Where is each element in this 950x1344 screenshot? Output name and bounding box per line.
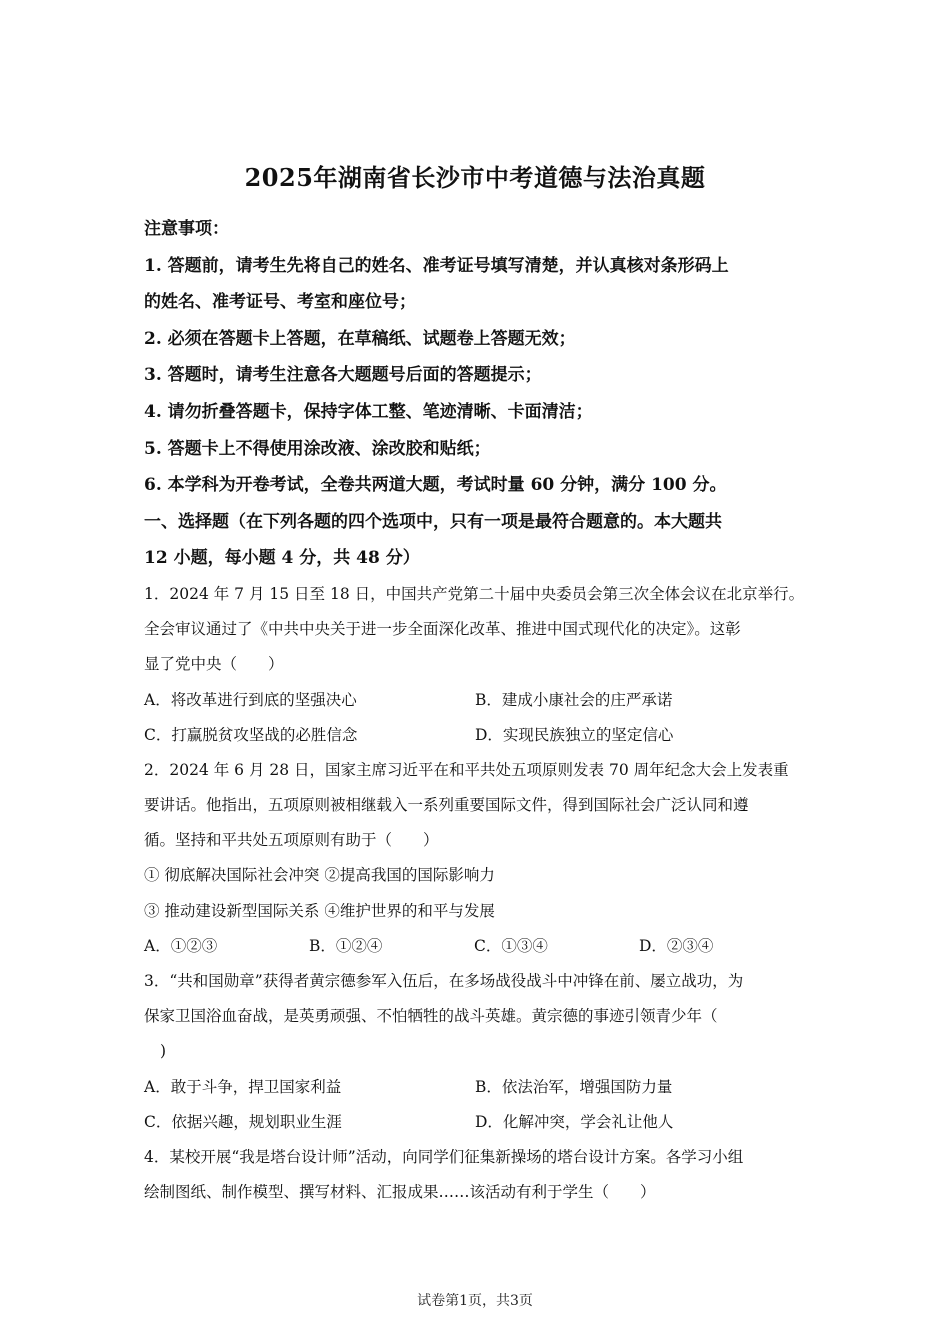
question-text: 绘制图纸、制作模型、撰写材料、汇报成果……该活动有利于学生（ ） [144,1183,656,1202]
page-title: 2025年湖南省长沙市中考道德与法治真题 [244,163,706,192]
notice-line: 5. 答题卡上不得使用涂改液、涂改胶和贴纸； [144,438,491,459]
question-4 [144,1140,824,1210]
option-a: A．将改革进行到底的坚强决心 [144,690,357,709]
page-footer: 试卷第1页，共3页 [417,1293,533,1309]
notice-line: 4. 请勿折叠答题卡，保持字体工整、笔迹清晰、卡面清洁； [144,401,593,422]
notice-line: 1. 答题前，请考生先将自己的姓名、准考证号填写清楚，并认真核对条形码上 [144,255,729,276]
question-text: 4．某校开展“我是塔台设计师”活动，向同学们征集新操场的塔台设计方案。各学习小组 [144,1147,744,1166]
option-d: D．②③④ [639,936,714,955]
option-a: A．敢于斗争，捍卫国家利益 [144,1077,342,1096]
question-text: 2．2024 年 6 月 28 日，国家主席习近平在和平共处五项原则发表 70 周年纪念大会上发表重 [144,760,789,779]
statement-items: ③ 推动建设新型国际关系 ④维护世界的和平与发展 [144,901,495,920]
question-text: 3．“共和国勋章”获得者黄宗德参军入伍后，在多场战役战斗中冲锋在前、屡立战功，为 [144,972,744,990]
question-text: 全会审议通过了《中共中央关于进一步全面深化改革、推进中国式现代化的决定》。这彰 [144,620,741,639]
option-c: C．①③④ [474,936,548,955]
option-c: C．打赢脱贫攻坚战的必胜信念 [144,725,358,744]
option-c: C．依据兴趣，规划职业生涯 [144,1112,342,1131]
notice-heading: 注意事项： [144,219,229,239]
question-text: 显了党中央（ ） [144,655,284,674]
section-line: 一、选择题（在下列各题的四个选项中，只有一项是最符合题意的。本大题共 [144,511,722,532]
notice-block [144,211,824,504]
section-heading [144,504,824,577]
exam-content [144,211,824,1210]
option-row [144,1105,824,1140]
question-2 [144,753,824,964]
question-text: ) [160,1042,167,1061]
notice-line: 2. 必须在答题卡上答题，在草稿纸、试题卷上答题无效； [144,328,576,349]
section-line: 12 小题，每小题 4 分，共 48 分） [144,548,420,569]
option-d: D．化解冲突，学会礼让他人 [475,1112,674,1131]
question-text: 1．2024 年 7 月 15 日至 18 日，中国共产党第二十届中央委员会第三次全体会议在北京举行。 [144,584,805,603]
question-text: 要讲话。他指出，五项原则被相继载入一系列重要国际文件，得到国际社会广泛认同和遵 [144,796,749,815]
statement-items: ① 彻底解决国际社会冲突 ②提高我国的国际影响力 [144,866,495,885]
notice-line: 3. 答题时，请考生注意各大题题号后面的答题提示； [144,365,542,386]
question-text: 循。坚持和平共处五项原则有助于（ ） [144,831,439,850]
option-row [144,683,824,718]
option-b: B．建成小康社会的庄严承诺 [475,690,673,709]
notice-line: 6. 本学科为开卷考试，全卷共两道大题，考试时量 60 分钟，满分 100 分。 [144,475,727,496]
option-b: B．依法治军，增强国防力量 [475,1077,673,1096]
option-d: D．实现民族独立的坚定信心 [475,725,674,744]
option-a: A．①②③ [144,936,218,955]
question-1 [144,577,824,753]
option-row [144,1070,824,1105]
question-3 [144,964,824,1140]
question-text: 保家卫国浴血奋战，是英勇顽强、不怕牺牲的战斗英雄。黄宗德的事迹引领青少年（ [144,1007,718,1026]
option-row [144,929,824,964]
option-b: B．①②④ [309,936,383,955]
option-row [144,718,824,753]
notice-line: 的姓名、准考证号、考室和座位号； [144,292,416,313]
